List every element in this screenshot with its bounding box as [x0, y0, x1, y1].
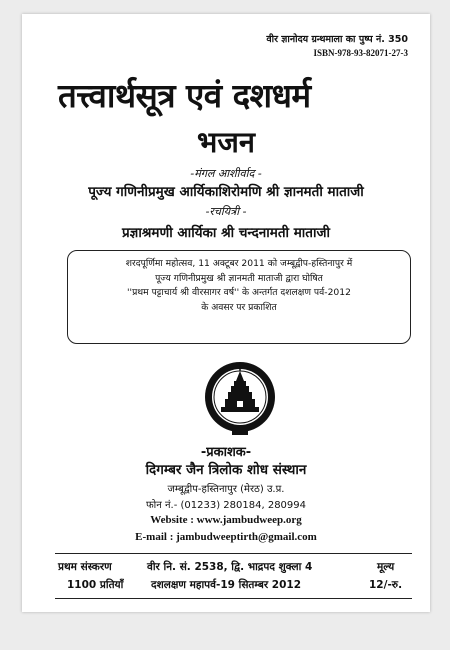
publisher-address: जम्बूद्वीप-हस्तिनापुर (मेरठ) उ.प्र.	[167, 484, 285, 495]
temple-seal-icon	[199, 351, 281, 437]
blessing-label: -मंगल आशीर्वाद -	[190, 167, 262, 180]
price-value: 12/-रु.	[369, 579, 403, 591]
publisher-name: दिगम्बर जैन त्रिलोक शोध संस्थान	[145, 462, 307, 478]
publisher-phone: फोन नं.- (01233) 280184, 280994	[145, 500, 307, 511]
publisher-label: -प्रकाशक-	[200, 445, 252, 460]
note-line: शरदपूर्णिमा महोत्सव, 11 अक्टूबर 2011 को जम्बूद्वीप-हस्तिनापुर में	[125, 258, 353, 269]
publisher-email: E-mail : jambudweeptirth@gmail.com	[135, 531, 317, 543]
edition-info	[55, 558, 412, 598]
isbn-label: ISBN-978-93-82071-27-3	[313, 48, 408, 58]
author-label: -रचयित्री -	[205, 205, 247, 218]
book-title-page	[22, 14, 430, 612]
note-line: के अवसर पर प्रकाशित	[201, 301, 277, 313]
book-title-line-1: तत्त्वार्थसूत्र एवं दशधर्म	[58, 76, 311, 115]
series-label: वीर ज्ञानोदय ग्रन्थमाला का पुष्प नं. 350	[266, 34, 408, 45]
book-title-line-2: भजन	[196, 125, 255, 159]
blessing-name: पूज्य गणिनीप्रमुख आर्यिकाशिरोमणि श्री ज्ञानमती माताजी	[88, 184, 364, 200]
festival-date: दशलक्षण महापर्व-19 सितम्बर 2012	[151, 579, 301, 591]
note-line: पूज्य गणिनीप्रमुख श्री ज्ञानमती माताजी द्वारा घोषित	[155, 272, 323, 284]
divider-top	[55, 553, 412, 554]
price-label: मूल्य	[377, 561, 395, 573]
publication-note-box	[67, 250, 411, 344]
publisher-website: Website : www.jambudweep.org	[150, 514, 302, 526]
copies-label: 1100 प्रतियाँ	[67, 579, 124, 591]
author-name: प्रज्ञाश्रमणी आर्यिका श्री चन्दनामती माताजी	[121, 225, 330, 241]
era-date: वीर नि. सं. 2538, द्वि. भाद्रपद शुक्ला 4	[147, 561, 313, 573]
note-line: ''प्रथम पट्टाचार्य श्री वीरसागर वर्ष'' के अन्तर्गत दशलक्षण पर्व-2012	[127, 287, 351, 298]
divider-bottom	[55, 598, 412, 599]
edition-label: प्रथम संस्करण	[58, 561, 112, 573]
